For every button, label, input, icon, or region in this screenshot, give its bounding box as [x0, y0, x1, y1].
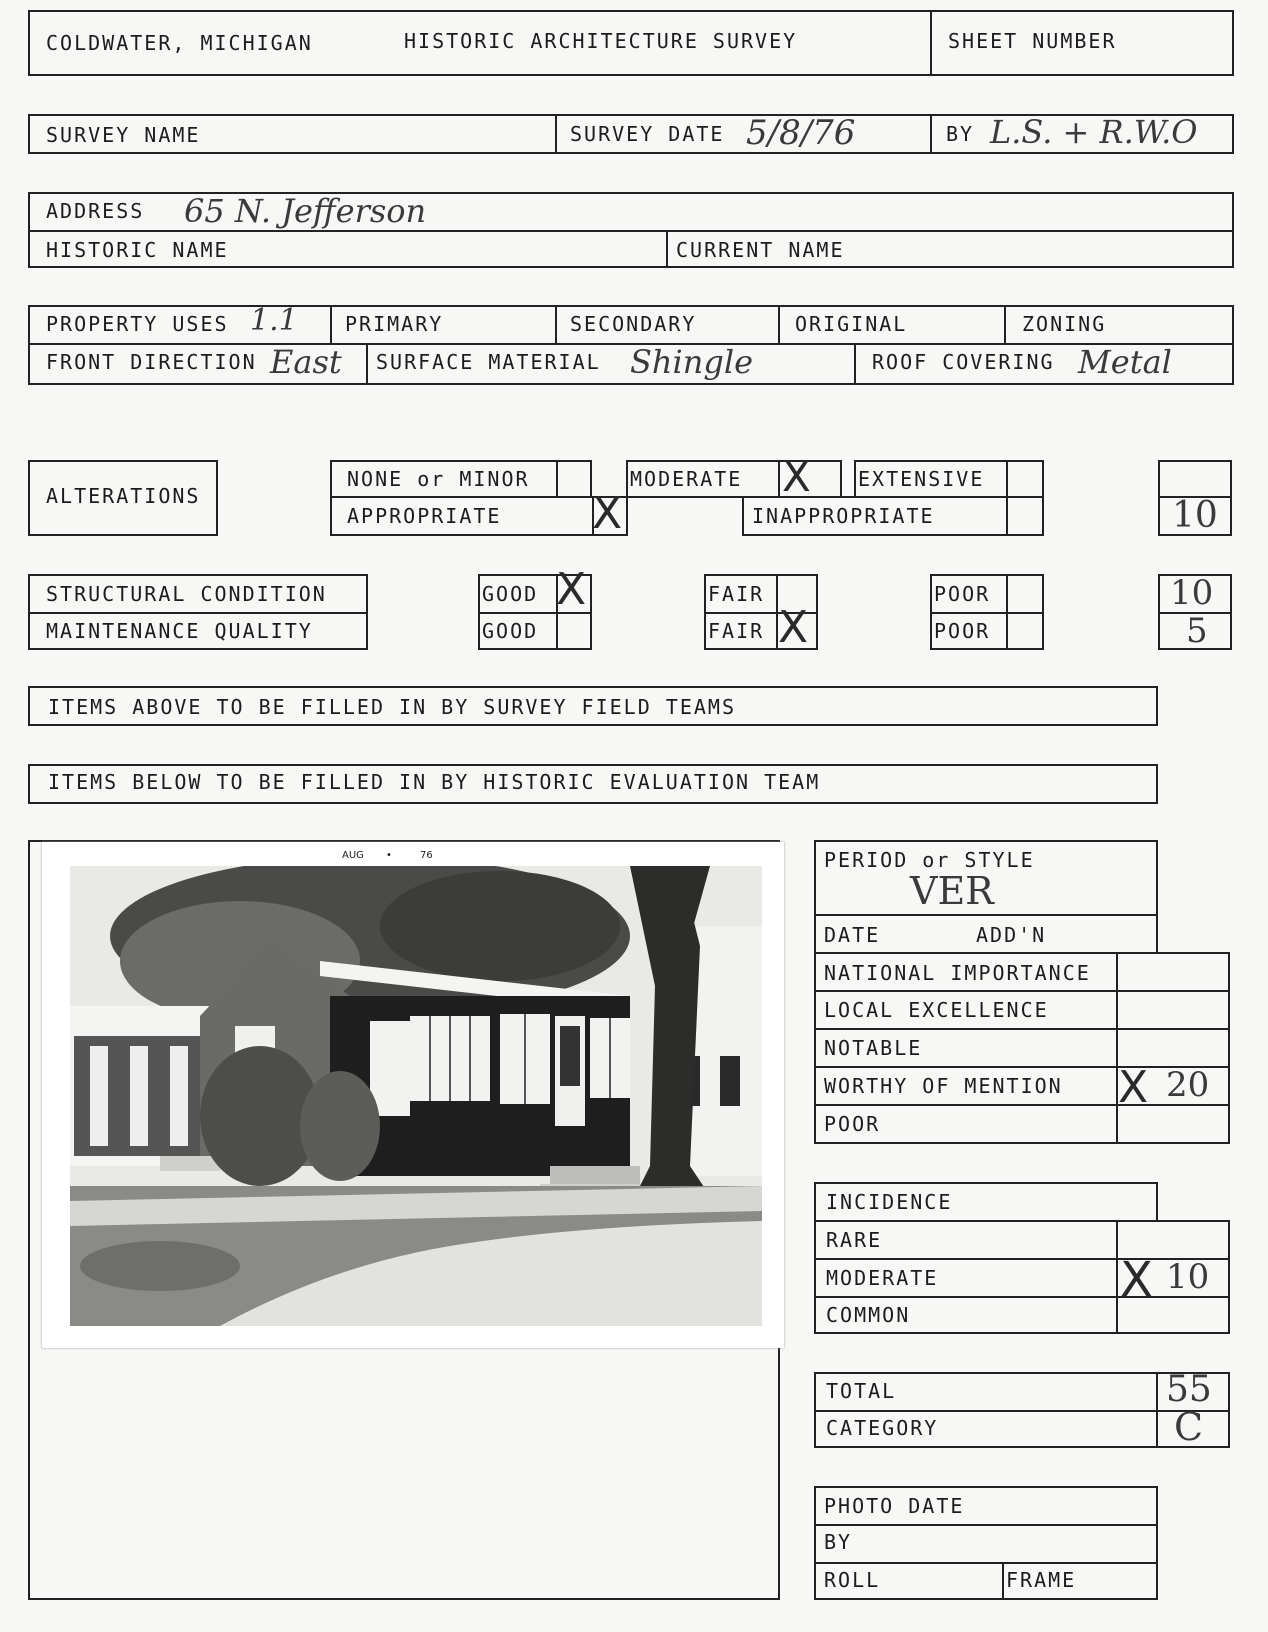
rare-label: RARE [826, 1228, 883, 1252]
incidence-moderate-score[interactable]: 10 [1166, 1257, 1210, 1297]
survey-by-label: BY [946, 122, 975, 146]
national-importance-label: NATIONAL IMPORTANCE [824, 961, 1091, 985]
historic-name-label: HISTORIC NAME [46, 238, 229, 262]
maintenance-fair-check-mark[interactable]: X [778, 602, 809, 653]
maintenance-good-label: GOOD [482, 619, 539, 643]
secondary-label: SECONDARY [570, 312, 697, 336]
category-value[interactable]: C [1174, 1405, 1204, 1449]
surface-material-value[interactable]: Shingle [630, 343, 754, 381]
front-direction-value[interactable]: East [270, 343, 342, 381]
none-minor-label: NONE or MINOR [347, 467, 530, 491]
extensive-label: EXTENSIVE [858, 467, 985, 491]
moderate-check-mark[interactable]: X [782, 452, 811, 501]
form-title: HISTORIC ARCHITECTURE SURVEY [404, 29, 798, 53]
total-label: TOTAL [826, 1379, 897, 1403]
maintenance-score[interactable]: 5 [1186, 611, 1208, 651]
category-label: CATEGORY [826, 1416, 939, 1440]
structural-condition-label: STRUCTURAL CONDITION [46, 582, 327, 606]
period-style-label: PERIOD or STYLE [824, 848, 1035, 872]
property-uses-value[interactable]: 1.1 [250, 303, 298, 338]
photo-stamp-dot: • [386, 850, 392, 861]
survey-name-label: SURVEY NAME [46, 123, 201, 147]
incidence-label: INCIDENCE [826, 1190, 953, 1214]
original-label: ORIGINAL [795, 312, 908, 336]
incidence-moderate-label: MODERATE [826, 1266, 939, 1290]
incidence-moderate-check-mark[interactable]: X [1120, 1252, 1153, 1308]
poor-label: POOR [824, 1112, 881, 1136]
worthy-of-mention-label: WORTHY OF MENTION [824, 1074, 1063, 1098]
structural-score[interactable]: 10 [1170, 573, 1214, 613]
note-below: ITEMS BELOW TO BE FILLED IN BY HISTORIC EVALUATION TEAM [48, 770, 821, 794]
house-image [70, 866, 762, 1326]
notable-label: NOTABLE [824, 1036, 923, 1060]
date-label: DATE [824, 923, 881, 947]
sheet-number-label: SHEET NUMBER [948, 29, 1117, 53]
maintenance-quality-label: MAINTENANCE QUALITY [46, 619, 313, 643]
worthy-check-mark[interactable]: X [1118, 1062, 1149, 1113]
surface-material-label: SURFACE MATERIAL [376, 350, 601, 374]
alterations-label: ALTERATIONS [46, 484, 201, 508]
survey-date-label: SURVEY DATE [570, 122, 725, 146]
addn-label: ADD'N [976, 923, 1047, 947]
local-excellence-label: LOCAL EXCELLENCE [824, 998, 1049, 1022]
roof-covering-value[interactable]: Metal [1078, 343, 1172, 381]
survey-by-value[interactable]: L.S. + R.W.O [990, 113, 1198, 151]
worthy-score[interactable]: 20 [1166, 1065, 1210, 1105]
note-above: ITEMS ABOVE TO BE FILLED IN BY SURVEY FIELD TEAMS [48, 695, 737, 719]
alterations-score[interactable]: 10 [1172, 495, 1218, 536]
maintenance-poor-label: POOR [934, 619, 991, 643]
appropriate-label: APPROPRIATE [347, 504, 502, 528]
photo-by-label: BY [824, 1530, 853, 1554]
address-label: ADDRESS [46, 199, 145, 223]
photo-stamp-month: AUG [342, 850, 364, 861]
structural-good-check-mark[interactable]: X [556, 564, 587, 615]
total-value[interactable]: 55 [1166, 1369, 1212, 1410]
structural-poor-label: POOR [934, 582, 991, 606]
period-style-value[interactable]: VER [910, 869, 994, 913]
maintenance-fair-label: FAIR [708, 619, 765, 643]
roll-label: ROLL [824, 1568, 881, 1592]
moderate-label: MODERATE [630, 467, 743, 491]
photo-stamp-year: 76 [420, 850, 433, 861]
primary-label: PRIMARY [345, 312, 444, 336]
inappropriate-label: INAPPROPRIATE [752, 504, 935, 528]
current-name-label: CURRENT NAME [676, 238, 845, 262]
front-direction-label: FRONT DIRECTION [46, 350, 257, 374]
house-photo [42, 842, 784, 1348]
city-label: COLDWATER, MICHIGAN [46, 31, 313, 55]
frame-label: FRAME [1006, 1568, 1077, 1592]
photo-date-label: PHOTO DATE [824, 1494, 965, 1518]
common-label: COMMON [826, 1303, 911, 1327]
zoning-label: ZONING [1022, 312, 1107, 336]
survey-date-value[interactable]: 5/8/76 [746, 113, 856, 153]
structural-fair-label: FAIR [708, 582, 765, 606]
address-value[interactable]: 65 N. Jefferson [184, 192, 427, 230]
appropriate-check-mark[interactable]: X [592, 488, 623, 539]
structural-good-label: GOOD [482, 582, 539, 606]
property-uses-label: PROPERTY USES [46, 312, 229, 336]
roof-covering-label: ROOF COVERING [872, 350, 1055, 374]
